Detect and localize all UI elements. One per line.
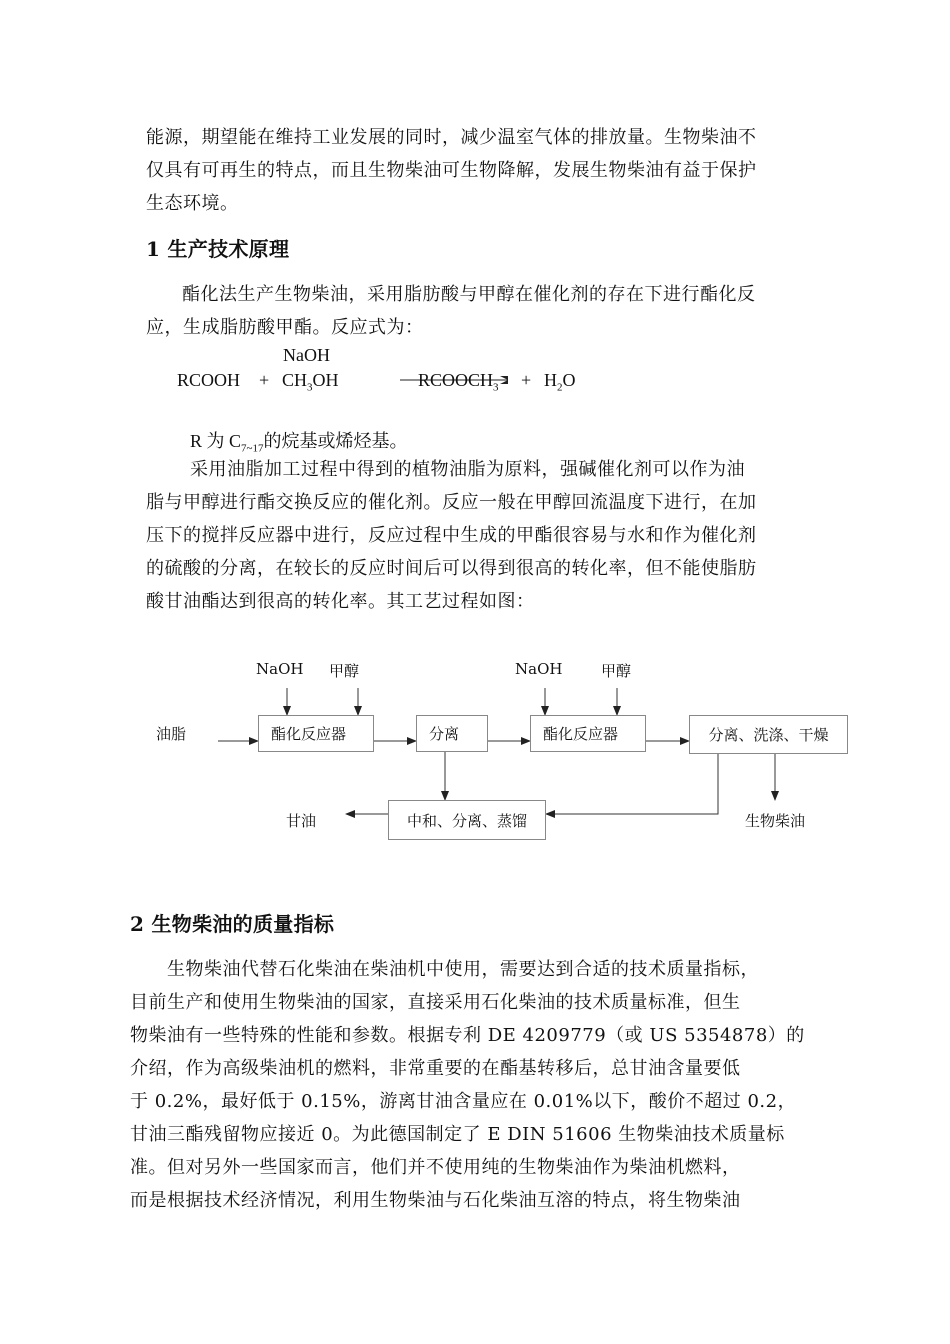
- reaction-reactant-2: $CH_3OH$: [282, 370, 339, 394]
- separation-box: 分离: [416, 715, 488, 752]
- paragraph-line: 压下的搅拌反应器中进行，反应过程中生成的甲酯很容易与水和作为催化剂: [146, 525, 757, 546]
- paragraph-line: 目前生产和使用生物柴油的国家，直接采用石化柴油的技术质量标准，但生: [130, 992, 741, 1013]
- paragraph-line: 酯化法生产生物柴油，采用脂肪酸与甲醇在催化剂的存在下进行酯化反: [182, 284, 756, 305]
- intro-line: 生态环境。: [146, 193, 239, 214]
- paragraph-line: 而是根据技术经济情况，利用生物柴油与石化柴油互溶的特点，将生物柴油: [130, 1190, 741, 1211]
- reaction-product-1: $RCOOCH_3$: [418, 370, 499, 394]
- paragraph-line: 于 0.2%，最好低于 0.15%，游离甘油含量应在 0.01%以下，酸价不超过 0.2，: [130, 1091, 797, 1112]
- naoh-label-1: NaOH: [256, 660, 304, 678]
- input-oil-label: 油脂: [156, 725, 187, 743]
- separation-wash-dry-box: 分离、洗涤、干燥: [689, 715, 848, 754]
- output-biodiesel-label: 生物柴油: [745, 812, 806, 830]
- paragraph-line: 物柴油有一些特殊的性能和参数。根据专利 DE 4209779（或 US 5354878）的: [130, 1025, 805, 1046]
- neutralize-separate-distill-box: 中和、分离、蒸馏: [388, 800, 546, 840]
- section-2-paragraph: [130, 953, 810, 1217]
- r-group-note: R 为 $C_{7\sim 17}$的烷基或烯烃基。: [190, 431, 408, 455]
- section-2-heading: 2 生物柴油的质量指标: [130, 912, 335, 936]
- paragraph-line: 脂与甲醇进行酯交换反应的催化剂。反应一般在甲醇回流温度下进行，在加: [146, 492, 757, 513]
- section-1-heading: 1 生产技术原理: [146, 237, 290, 261]
- intro-line: 能源，期望能在维持工业发展的同时，减少温室气体的排放量。生物柴油不: [146, 127, 757, 148]
- paragraph-line: 应，生成脂肪酸甲酯。反应式为：: [146, 317, 424, 338]
- methanol-label-2: 甲醇: [601, 662, 632, 680]
- naoh-label-2: NaOH: [515, 660, 563, 678]
- paragraph-line: 生物柴油代替石化柴油在柴油机中使用，需要达到合适的技术质量指标，: [167, 959, 759, 980]
- methanol-label-1: 甲醇: [329, 662, 360, 680]
- paragraph-line: 介绍，作为高级柴油机的燃料，非常重要的在酯基转移后，总甘油含量要低: [130, 1058, 741, 1079]
- reaction-plus-1: +: [259, 370, 270, 390]
- paragraph-line: 的硫酸的分离，在较长的反应时间后可以得到很高的转化率，但不能使脂肪: [146, 558, 757, 579]
- paragraph-line: 甘油三酯残留物应接近 0。为此德国制定了 E DIN 51606 生物柴油技术质量标: [130, 1124, 785, 1145]
- output-glycerol-label: 甘油: [286, 812, 317, 830]
- paragraph-line: 采用油脂加工过程中得到的植物油脂为原料，强碱催化剂可以作为油: [190, 459, 745, 480]
- reaction-reactant-1: RCOOH: [177, 370, 241, 390]
- reactor-1-box: 酯化反应器: [258, 715, 374, 752]
- reaction-product-2: $H_2O$: [544, 370, 576, 394]
- reaction-catalyst: NaOH: [283, 345, 330, 365]
- paragraph-line: 准。但对另外一些国家而言，他们并不使用纯的生物柴油作为柴油机燃料，: [130, 1157, 741, 1178]
- intro-line: 仅具有可再生的特点，而且生物柴油可生物降解，发展生物柴油有益于保护: [146, 160, 757, 181]
- reactor-2-box: 酯化反应器: [530, 715, 646, 752]
- paragraph-line: 酸甘油酯达到很高的转化率。其工艺过程如图：: [146, 591, 535, 612]
- reaction-plus-2: +: [521, 370, 532, 390]
